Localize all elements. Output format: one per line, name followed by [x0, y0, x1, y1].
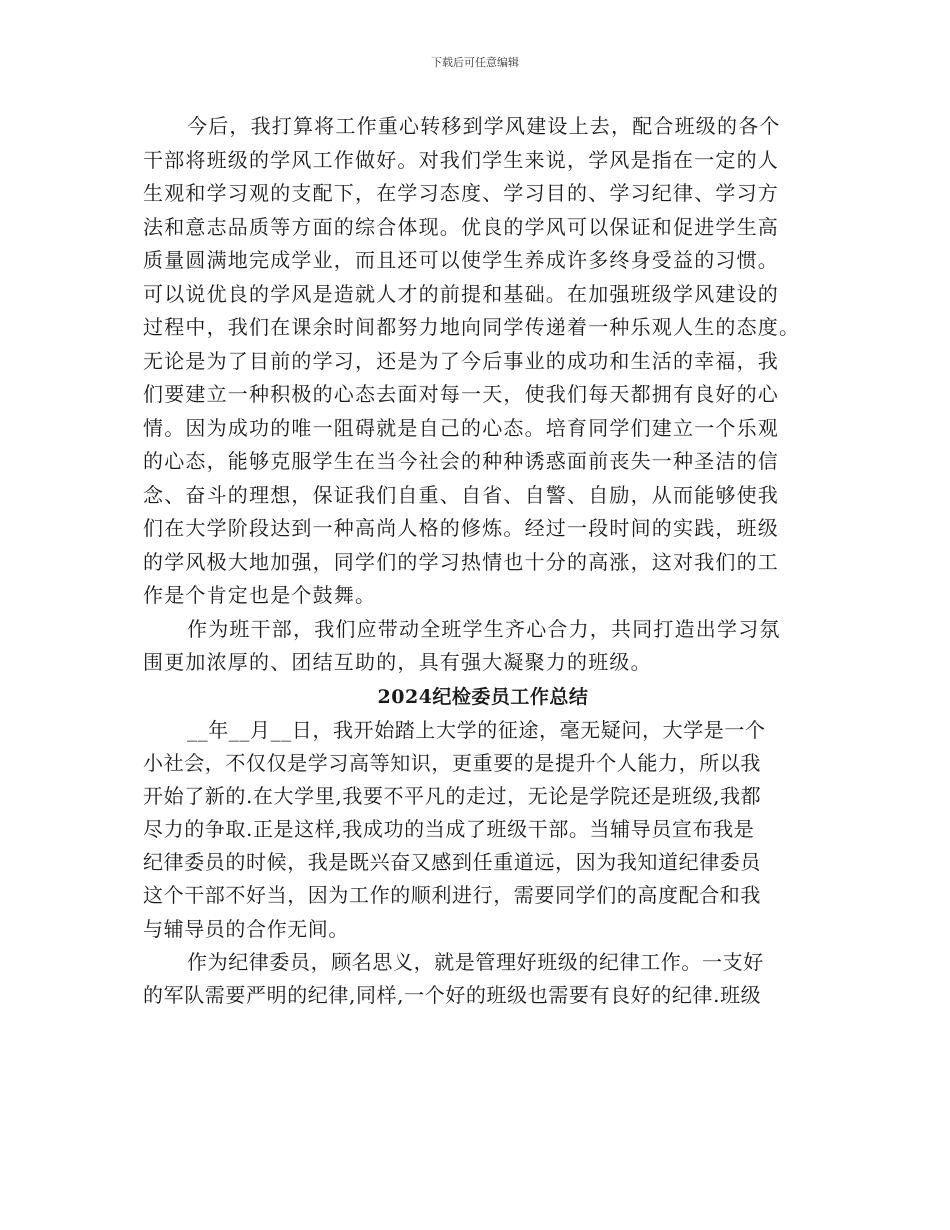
- text-line: 可以说优良的学风是造就人才的前提和基础。在加强班级学风建设的: [143, 281, 779, 306]
- text-line: 念、奋斗的理想，保证我们自重、自省、自警、自励，从而能够使我: [143, 482, 779, 507]
- text-line: 们要建立一种积极的心态去面对每一天，使我们每天都拥有良好的心: [143, 382, 779, 406]
- text-line: 尽力的争取.正是这样,我成功的当成了班级干部。当辅导员宣布我是: [143, 817, 755, 842]
- text-line: 们在大学阶段达到一种高尚人格的修炼。经过一段时间的实践，班级: [143, 516, 779, 540]
- text-line: 质量圆满地完成学业，而且还可以使学生养成许多终身受益的习惯。: [143, 248, 779, 272]
- text-line: 围更加浓厚的、团结互助的，具有强大凝聚力的班级。: [143, 650, 652, 674]
- text-line: 情。因为成功的唯一阻碍就是自己的心态。培育同学们建立一个乐观: [143, 415, 779, 440]
- text-line: 小社会，不仅仅是学习高等知识，更重要的是提升个人能力，所以我: [143, 750, 761, 775]
- section-discipline-summary: [143, 714, 823, 1013]
- section-title: 2024纪检委员工作总结: [377, 685, 589, 708]
- text-line: 过程中，我们在课余时间都努力地向同学传递着一种乐观人生的态度。: [143, 315, 801, 339]
- text-line: 作为纪律委员，顾名思义，就是管理好班级的纪律工作。一支好: [187, 949, 764, 974]
- text-line: 生观和学习观的支配下，在学习态度、学习目的、学习纪律、学习方: [143, 181, 779, 205]
- text-line: __年__月__日，我开始踏上大学的征途，毫无疑问，大学是一个: [187, 717, 766, 742]
- text-line: 作是个肯定也是个鼓舞。: [143, 583, 377, 607]
- text-line: 的军队需要严明的纪律,同样,一个好的班级也需要有良好的纪律.班级: [143, 983, 762, 1007]
- text-line: 干部将班级的学风工作做好。对我们学生来说，学风是指在一定的人: [143, 147, 779, 172]
- text-line: 作为班干部，我们应带动全班学生齐心合力，共同打造出学习氛: [187, 616, 781, 641]
- section-class-study-style: [143, 110, 823, 680]
- text-line: 今后，我打算将工作重心转移到学风建设上去，配合班级的各个: [187, 114, 781, 138]
- text-line: 无论是为了目前的学习，还是为了今后事业的成功和生活的幸福，我: [143, 348, 779, 373]
- text-line: 这个干部不好当，因为工作的顺利进行，需要同学们的高度配合和我: [143, 883, 761, 908]
- text-line: 纪律委员的时候，我是既兴奋又感到任重道远，因为我知道纪律委员: [143, 850, 761, 875]
- page-header: 下载后可任意编辑: [431, 56, 519, 69]
- document-body: [143, 110, 823, 1012]
- text-line: 与辅导员的合作无间。: [143, 916, 349, 941]
- text-line: 法和意志品质等方面的综合体现。优良的学风可以保证和促进学生高: [143, 214, 779, 239]
- text-line: 的学风极大地加强，同学们的学习热情也十分的高涨，这对我们的工: [143, 549, 779, 574]
- text-line: 开始了新的.在大学里,我要不平凡的走过，无论是学院还是班级,我都: [143, 783, 762, 808]
- text-line: 的心态，能够克服学生在当今社会的种种诱惑面前丧失一种圣洁的信: [143, 449, 779, 473]
